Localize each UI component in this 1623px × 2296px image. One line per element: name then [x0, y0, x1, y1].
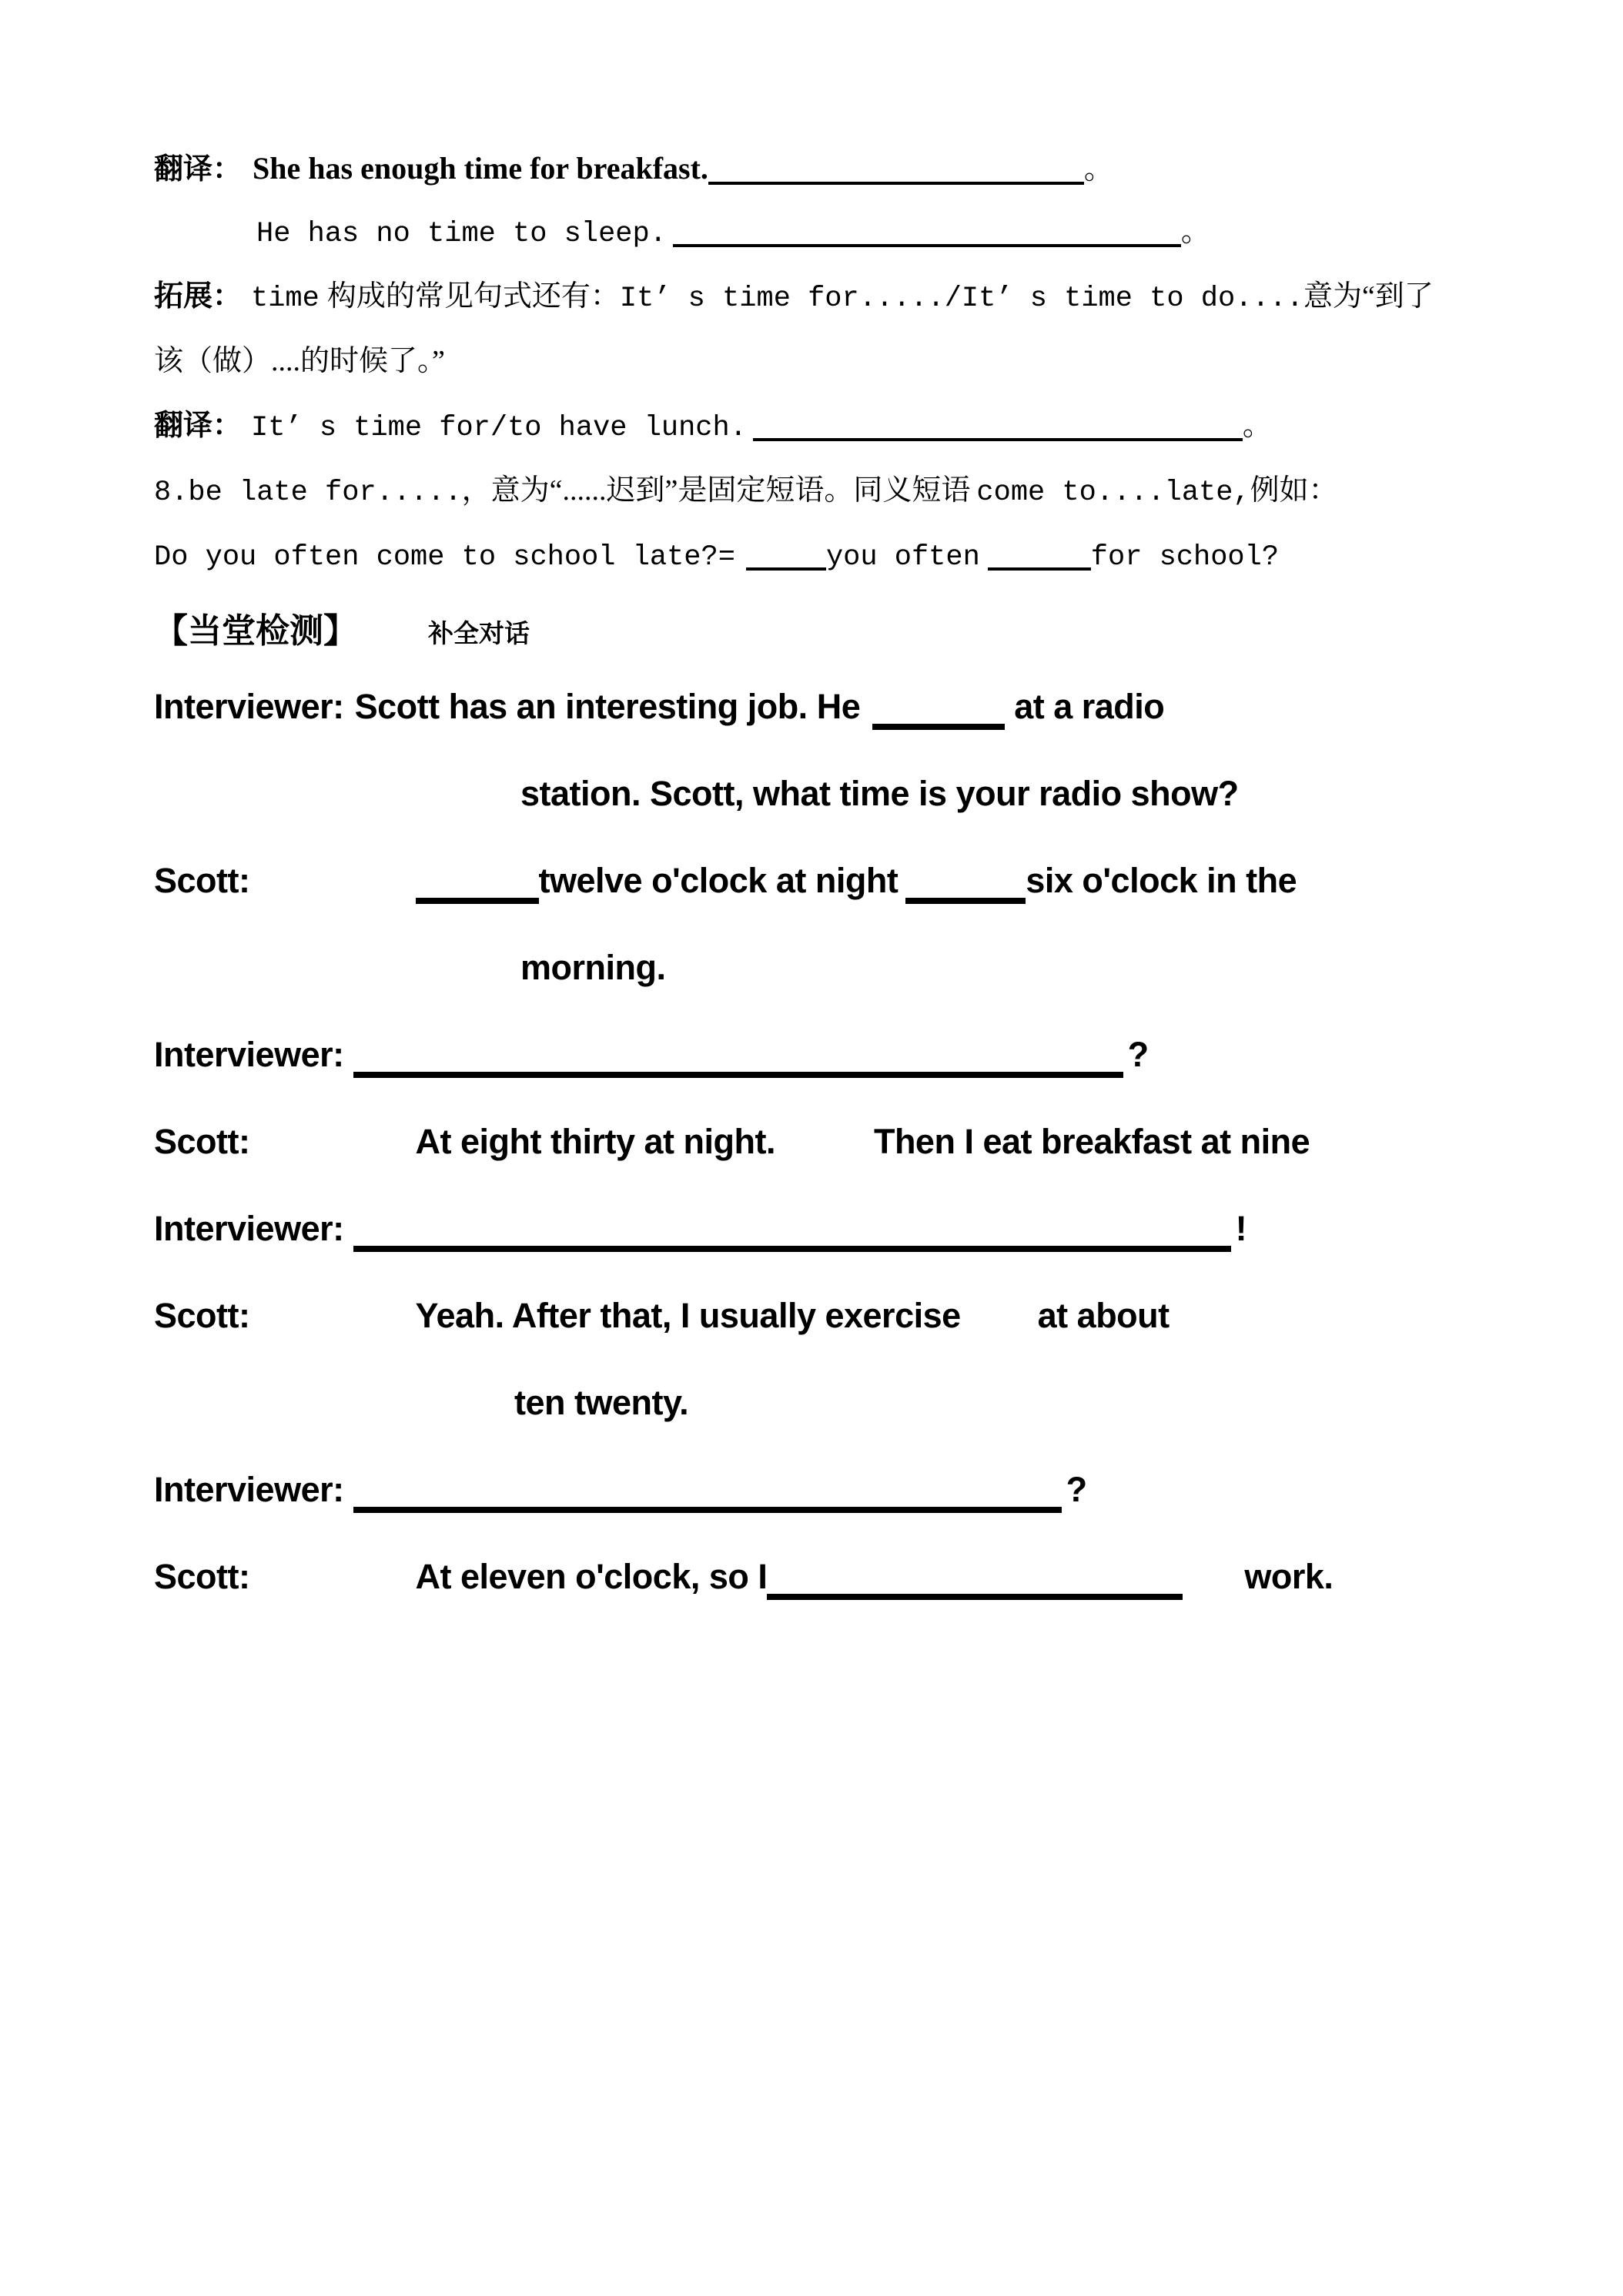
- dialogue-text: morning.: [520, 948, 666, 987]
- fill-blank: [753, 438, 1243, 441]
- dialogue-line-interviewer-2: [154, 1034, 1149, 1076]
- dialogue-text: twelve o'clock at night: [538, 861, 899, 900]
- dialogue-text: six o'clock in the: [1026, 861, 1297, 900]
- dialogue-punct: ?: [1127, 1035, 1149, 1074]
- translate-label: 翻译：: [154, 410, 243, 442]
- sentence-text: for school?: [1090, 541, 1280, 574]
- speaker-label-interviewer: Interviewer:: [154, 1209, 344, 1248]
- grammar-line-4: [154, 344, 445, 380]
- dialogue-line-interviewer-4: [154, 1469, 1087, 1511]
- dialogue-text: At eight thirty at night.: [415, 1122, 775, 1161]
- grammar-line-2: [256, 215, 1210, 251]
- dialogue-line-interviewer-3: [154, 1208, 1247, 1250]
- dialogue-punct: ?: [1066, 1470, 1087, 1509]
- dialogue-line-scott-2: [154, 1121, 1310, 1163]
- grammar-line-3: [154, 279, 1434, 316]
- speaker-label-scott: Scott:: [154, 1122, 250, 1161]
- cjk-text: 例如：: [1250, 474, 1338, 507]
- section-header-line: [154, 603, 530, 652]
- dialogue-text: ten twenty.: [514, 1383, 689, 1422]
- grammar-line-5: [154, 409, 1272, 445]
- dialogue-text: Yeah. After that, I usually exercise: [415, 1296, 961, 1335]
- dialogue-line-scott-1-cont: [520, 947, 665, 989]
- dialogue-line-scott-3-cont: [514, 1382, 688, 1424]
- grammar-line-1: [154, 150, 1113, 188]
- section-subtitle: 补全对话: [428, 618, 530, 648]
- speaker-label-interviewer: Interviewer:: [154, 1470, 344, 1509]
- dialogue-punct: !: [1235, 1209, 1247, 1248]
- cjk-text: 构成的常见句式还有：: [326, 280, 620, 313]
- fill-blank: [708, 182, 1084, 185]
- fill-blank: [905, 898, 1026, 904]
- translate-label: 翻译：: [154, 153, 243, 186]
- speaker-label-scott: Scott:: [154, 1296, 250, 1335]
- sentence-text: He has no time to sleep.: [256, 218, 667, 250]
- cjk-text: ，意为“......迟到”是固定短语。同义短语: [461, 474, 971, 507]
- fill-blank: [353, 1072, 1123, 1078]
- fill-blank: [673, 244, 1181, 247]
- speaker-label-scott: Scott:: [154, 1557, 250, 1596]
- sentence-text: you often: [825, 541, 980, 574]
- fill-blank: [767, 1594, 1183, 1600]
- dialogue-text: work.: [1244, 1557, 1334, 1596]
- dialogue-line-scott-4: [154, 1556, 1333, 1598]
- dialogue-text: At eleven o'clock, so I: [415, 1557, 768, 1596]
- fill-blank: [416, 898, 539, 904]
- fill-blank: [353, 1246, 1231, 1252]
- sentence-text: It’ s time for...../It’ s time to do....: [619, 283, 1304, 315]
- dialogue-line-interviewer-1: [154, 686, 1164, 728]
- grammar-line-6: [154, 474, 1338, 510]
- speaker-label-interviewer: Interviewer:: [154, 687, 344, 726]
- cjk-period: 。: [1180, 216, 1210, 248]
- sentence-text: It’ s time for/to have lunch.: [251, 412, 747, 444]
- dialogue-text: at a radio: [1014, 687, 1165, 726]
- dialogue-text: at about: [1037, 1296, 1170, 1335]
- cjk-period: 。: [1242, 410, 1272, 442]
- dialogue-line-interviewer-1-cont: [520, 773, 1239, 815]
- fill-blank: [353, 1507, 1062, 1513]
- grammar-line-7: [154, 538, 1279, 574]
- speaker-label-interviewer: Interviewer:: [154, 1035, 344, 1074]
- sentence-text: Do you often come to school late?=: [154, 541, 735, 574]
- dialogue-line-scott-1: [154, 860, 1297, 902]
- fill-blank: [872, 724, 1005, 730]
- sentence-text: She has enough time for breakfast.: [253, 151, 708, 186]
- fill-blank: [988, 567, 1091, 571]
- dialogue-text: Then I eat breakfast at nine: [873, 1122, 1310, 1161]
- fill-blank: [746, 567, 826, 571]
- sentence-text: time: [251, 283, 320, 315]
- sentence-text: come to....late,: [976, 477, 1250, 509]
- section-title: 【当堂检测】: [154, 612, 357, 650]
- cjk-period: 。: [1083, 153, 1113, 186]
- dialogue-text: station. Scott, what time is your radio show?: [520, 774, 1239, 813]
- speaker-label-scott: Scott:: [154, 861, 250, 900]
- cjk-text: 该（做）....的时候了。”: [154, 345, 445, 377]
- sentence-text: 8.be late for.....: [154, 477, 462, 509]
- dialogue-text: Scott has an interesting job. He: [354, 687, 861, 726]
- cjk-text: 意为“到了: [1303, 280, 1434, 313]
- extension-label: 拓展：: [154, 280, 243, 313]
- dialogue-line-scott-3: [154, 1295, 1170, 1337]
